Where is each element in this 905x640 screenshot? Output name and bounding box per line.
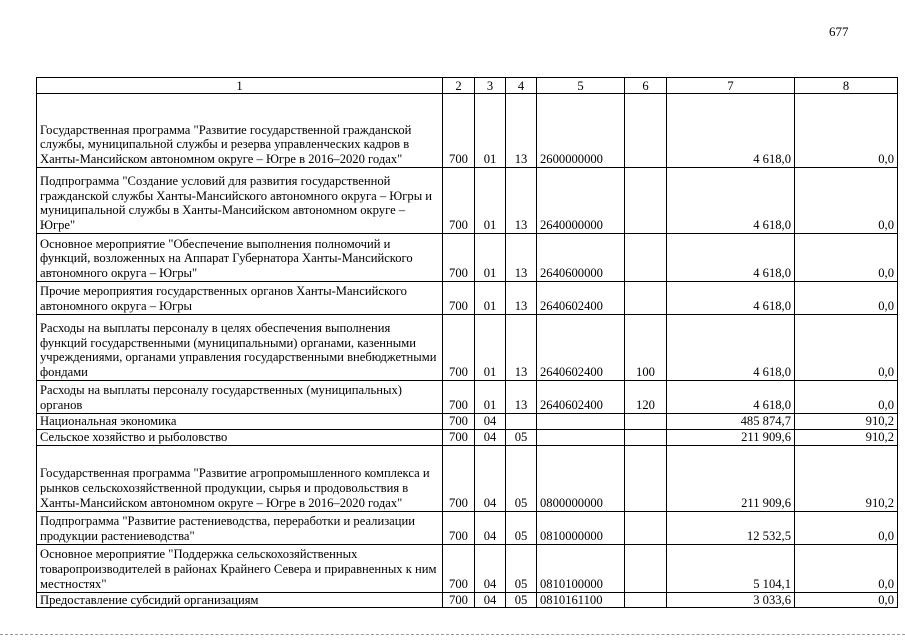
- row-name-cell: Сельское хозяйство и рыболовство: [37, 429, 443, 445]
- row-name-cell: Основное мероприятие "Обеспечение выполнения полномочий и функций, возложенных на Аппарат Губернатора Ханты-Мансийского автономного округа – Югры": [37, 234, 443, 282]
- table-row: [37, 94, 898, 168]
- row-value-cell: 700: [443, 315, 475, 381]
- row-value-cell: 01: [475, 282, 506, 315]
- table-row: [37, 429, 898, 445]
- column-header-3: 3: [475, 78, 506, 94]
- row-value-cell: 0810100000: [537, 544, 625, 592]
- row-value-cell: [537, 414, 625, 430]
- row-value-cell: 700: [443, 592, 475, 608]
- row-value-cell: 12 532,5: [667, 511, 795, 544]
- row-value-cell: 13: [506, 168, 537, 234]
- page-number: 677: [829, 24, 849, 39]
- row-value-cell: 0,0: [795, 544, 898, 592]
- row-value-cell: 2640602400: [537, 282, 625, 315]
- table-row: [37, 282, 898, 315]
- row-value-cell: [625, 592, 667, 608]
- row-value-cell: 910,2: [795, 445, 898, 511]
- row-value-cell: 485 874,7: [667, 414, 795, 430]
- row-value-cell: 700: [443, 282, 475, 315]
- row-value-cell: 700: [443, 168, 475, 234]
- row-value-cell: 04: [475, 511, 506, 544]
- budget-table: [36, 77, 898, 608]
- row-name-cell: Государственная программа "Развитие государственной гражданской службы, муниципальной службы и резерва управленческих кадров в Ханты-Мансийском автономном округе – Югре в 2016–2020 годах": [37, 94, 443, 168]
- row-name-cell: Расходы на выплаты персоналу государственных (муниципальных) органов: [37, 381, 443, 414]
- row-value-cell: 04: [475, 414, 506, 430]
- row-value-cell: 100: [625, 315, 667, 381]
- column-header-5: 5: [537, 78, 625, 94]
- row-value-cell: 13: [506, 94, 537, 168]
- row-value-cell: [625, 414, 667, 430]
- row-value-cell: 13: [506, 315, 537, 381]
- row-value-cell: 4 618,0: [667, 315, 795, 381]
- table-row: [37, 592, 898, 608]
- row-value-cell: 05: [506, 592, 537, 608]
- row-value-cell: 0,0: [795, 94, 898, 168]
- row-name-cell: Национальная экономика: [37, 414, 443, 430]
- row-value-cell: [625, 168, 667, 234]
- row-value-cell: 04: [475, 544, 506, 592]
- row-value-cell: 04: [475, 592, 506, 608]
- row-value-cell: 04: [475, 445, 506, 511]
- row-value-cell: 01: [475, 315, 506, 381]
- table-row: [37, 544, 898, 592]
- row-value-cell: 0,0: [795, 234, 898, 282]
- column-header-1: 1: [37, 78, 443, 94]
- table-header-row: [37, 78, 898, 94]
- row-value-cell: 4 618,0: [667, 282, 795, 315]
- row-value-cell: 700: [443, 511, 475, 544]
- row-value-cell: 700: [443, 381, 475, 414]
- table-row: [37, 315, 898, 381]
- row-value-cell: [625, 94, 667, 168]
- row-value-cell: 0,0: [795, 592, 898, 608]
- row-value-cell: 0,0: [795, 315, 898, 381]
- row-value-cell: 700: [443, 429, 475, 445]
- row-name-cell: Основное мероприятие "Поддержка сельскохозяйственных товаропроизводителей в районах Крайнего Севера и приравненных к ним местностях": [37, 544, 443, 592]
- column-header-4: 4: [506, 78, 537, 94]
- row-value-cell: 0810000000: [537, 511, 625, 544]
- row-value-cell: 700: [443, 445, 475, 511]
- table-row: [37, 381, 898, 414]
- column-header-7: 7: [667, 78, 795, 94]
- row-value-cell: 910,2: [795, 414, 898, 430]
- column-header-2: 2: [443, 78, 475, 94]
- row-value-cell: 13: [506, 381, 537, 414]
- row-value-cell: 01: [475, 234, 506, 282]
- row-value-cell: 700: [443, 94, 475, 168]
- row-value-cell: 04: [475, 429, 506, 445]
- row-value-cell: 211 909,6: [667, 445, 795, 511]
- row-value-cell: [625, 282, 667, 315]
- row-value-cell: [625, 445, 667, 511]
- row-value-cell: 2640000000: [537, 168, 625, 234]
- table-row: [37, 168, 898, 234]
- row-value-cell: [537, 429, 625, 445]
- table-row: [37, 445, 898, 511]
- row-value-cell: 3 033,6: [667, 592, 795, 608]
- row-value-cell: [506, 414, 537, 430]
- row-name-cell: Прочие мероприятия государственных органов Ханты-Мансийского автономного округа – Югры: [37, 282, 443, 315]
- row-value-cell: [625, 234, 667, 282]
- row-name-cell: Расходы на выплаты персоналу в целях обеспечения выполнения функций государственными (муниципальными) органами, казенными учреждениями, органами управления государственными внебюджетными фондами: [37, 315, 443, 381]
- scan-edge-line: [0, 634, 905, 635]
- row-value-cell: [625, 429, 667, 445]
- row-value-cell: 13: [506, 234, 537, 282]
- table-row: [37, 414, 898, 430]
- row-value-cell: 01: [475, 94, 506, 168]
- row-value-cell: 700: [443, 544, 475, 592]
- row-value-cell: [625, 511, 667, 544]
- row-value-cell: 910,2: [795, 429, 898, 445]
- table-row: [37, 511, 898, 544]
- row-value-cell: 13: [506, 282, 537, 315]
- row-name-cell: Подпрограмма "Развитие растениеводства, переработки и реализации продукции растениеводства": [37, 511, 443, 544]
- row-value-cell: 05: [506, 544, 537, 592]
- row-value-cell: 0,0: [795, 381, 898, 414]
- row-value-cell: 0,0: [795, 282, 898, 315]
- row-value-cell: 05: [506, 511, 537, 544]
- row-value-cell: 2640602400: [537, 315, 625, 381]
- row-value-cell: 4 618,0: [667, 234, 795, 282]
- row-value-cell: 211 909,6: [667, 429, 795, 445]
- row-name-cell: Предоставление субсидий организациям: [37, 592, 443, 608]
- row-name-cell: Государственная программа "Развитие агропромышленного комплекса и рынков сельскохозяйственной продукции, сырья и продовольствия в Ханты-Мансийском автономном округе – Югре в 2016–2020 годах": [37, 445, 443, 511]
- row-value-cell: 5 104,1: [667, 544, 795, 592]
- column-header-8: 8: [795, 78, 898, 94]
- row-value-cell: 700: [443, 414, 475, 430]
- row-value-cell: 01: [475, 168, 506, 234]
- row-value-cell: 01: [475, 381, 506, 414]
- row-value-cell: 4 618,0: [667, 94, 795, 168]
- table-row: [37, 234, 898, 282]
- row-value-cell: 05: [506, 429, 537, 445]
- row-value-cell: 4 618,0: [667, 381, 795, 414]
- row-name-cell: Подпрограмма "Создание условий для развития государственной гражданской службы Ханты-Мансийского автономного округа – Югры и муниципальной службы в Ханты-Мансийском автономном округе – Югре": [37, 168, 443, 234]
- row-value-cell: 0810161100: [537, 592, 625, 608]
- row-value-cell: 05: [506, 445, 537, 511]
- row-value-cell: 2600000000: [537, 94, 625, 168]
- row-value-cell: 2640600000: [537, 234, 625, 282]
- row-value-cell: 0,0: [795, 511, 898, 544]
- row-value-cell: 2640602400: [537, 381, 625, 414]
- row-value-cell: 120: [625, 381, 667, 414]
- row-value-cell: [625, 544, 667, 592]
- row-value-cell: 0,0: [795, 168, 898, 234]
- row-value-cell: 700: [443, 234, 475, 282]
- row-value-cell: 0800000000: [537, 445, 625, 511]
- column-header-6: 6: [625, 78, 667, 94]
- row-value-cell: 4 618,0: [667, 168, 795, 234]
